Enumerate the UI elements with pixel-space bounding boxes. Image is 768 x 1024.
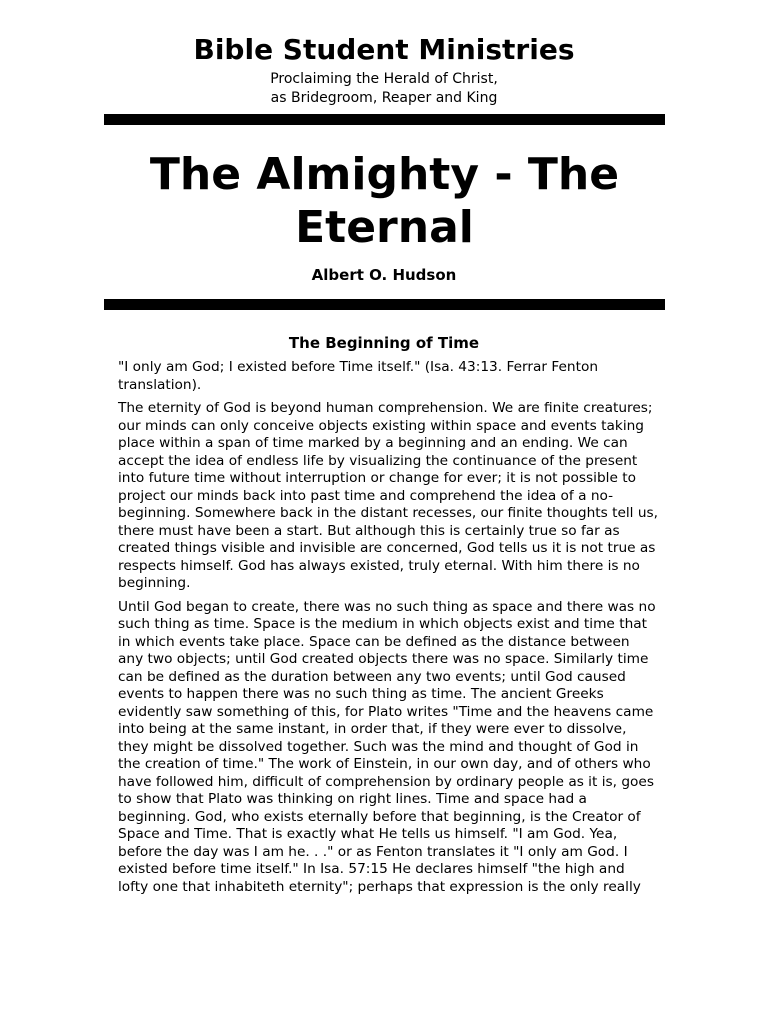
document-title: The Almighty - The Eternal bbox=[149, 149, 620, 253]
tagline-line-1: Proclaiming the Herald of Christ, bbox=[270, 71, 498, 87]
ministry-name: Bible Student Ministries bbox=[193, 33, 575, 66]
top-divider bbox=[104, 114, 665, 125]
paragraph: Until God began to create, there was no such thing as space and there was no such thing as time. Space is the medium in which objects exist and time that in which events take place. Space can be defined as the distance between any two objects; until God created objects there was no space. Similarly time can be defined as the duration between any two events; until God caused events to happen there was no such thing as time. The ancient Greeks evidently saw something of this, for Plato writes "Time and the heavens came into being at the same instant, in order that, if they were ever to dissolve, they might be dissolved together. Such was the mind and thought of God in the creation of time." The work of Einstein, in our own day, and of others who have followed him, difficult of comprehension by ordinary people as it is, goes to show that Plato was thinking on right lines. Time and space had a beginning. God, who exists eternally before that beginning, is the Creator of Space and Time. That is exactly what He tells us himself. "I am God. Yea, before the day was I am he. . ." or as Fenton translates it "I only am God. I existed before time itself." In Isa. 57:15 He declares himself "the high and lofty one that inhabiteth eternity"; perhaps that expression is the only really bbox=[118, 598, 656, 895]
paragraph: The eternity of God is beyond human comprehension. We are finite creatures; our minds can only conceive objects existing within space and events taking place within a span of time marked by a beginning and an ending. We can accept the idea of endless life by visualizing the continuance of the present into future time without interruption or change for ever; it is not possible to project our minds back into past time and comprehend the idea of a no-beginning. Somewhere back in the distant recesses, our finite thoughts tell us, there must have been a start. But although this is certainly true so far as created things visible and invisible are concerned, God tells us it is not true as respects himself. God has always existed, truly eternal. With him there is no beginning. bbox=[118, 400, 658, 591]
section-heading: The Beginning of Time bbox=[288, 334, 480, 352]
author-name: Albert O. Hudson bbox=[311, 266, 457, 284]
ministry-tagline bbox=[0, 70, 768, 108]
tagline-line-2: as Bridegroom, Reaper and King bbox=[270, 90, 498, 106]
bottom-divider bbox=[104, 299, 665, 310]
article-body bbox=[118, 359, 658, 902]
paragraph-quote: "I only am God; I existed before Time itself." (Isa. 43:13. Ferrar Fenton translation). bbox=[118, 359, 599, 393]
